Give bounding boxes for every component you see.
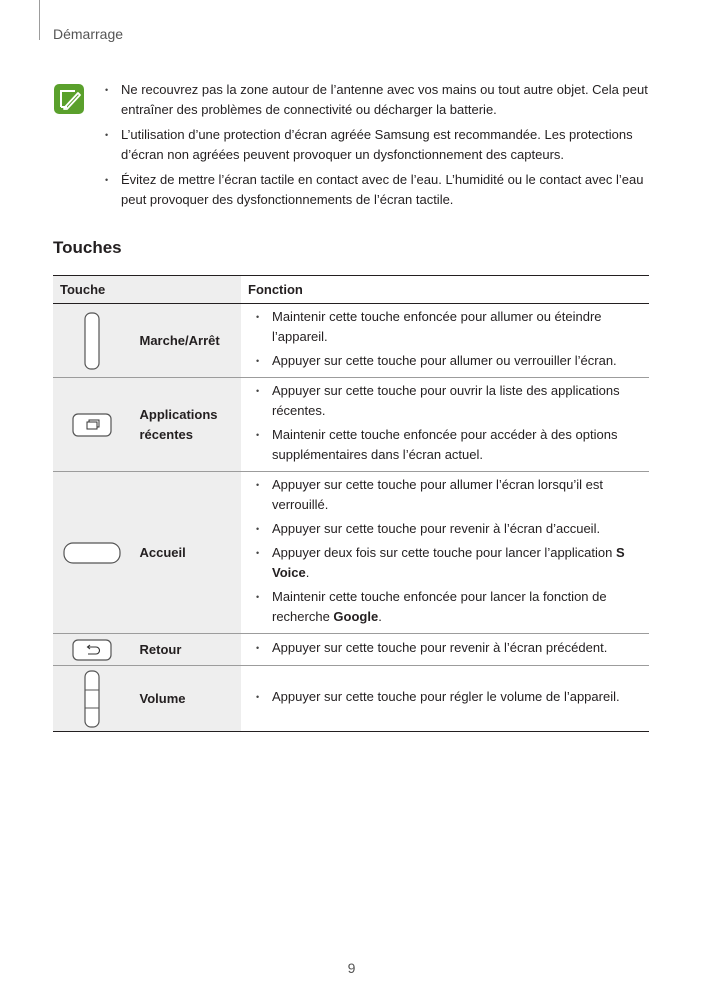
volume-key-icon [82, 670, 102, 728]
list-item: • Maintenir cette touche enfoncée pour lancer la fonction de recherche Google. [254, 587, 639, 627]
note-item: • L’utilisation d’une protection d’écran agréée Samsung est recommandée. Les protections d’écran non agréées peuvent provoquer un dysfonctionnement des capteurs. [103, 125, 659, 165]
key-name: Applications récentes [132, 378, 242, 472]
header-section-label: Démarrage [53, 26, 124, 42]
power-key-icon [82, 312, 102, 370]
note-pencil-icon [53, 83, 85, 115]
list-item: • Appuyer sur cette touche pour revenir à l’écran d’accueil. [254, 519, 639, 539]
note-list [103, 80, 659, 215]
header-function: Fonction [241, 276, 649, 304]
function-list [254, 475, 639, 627]
back-key-icon [72, 639, 112, 661]
home-key-icon [63, 542, 121, 564]
table-row [53, 472, 649, 634]
table-row [53, 666, 649, 732]
list-item: • Appuyer sur cette touche pour ouvrir la liste des applications récentes. [254, 381, 639, 421]
key-name: Volume [132, 666, 242, 732]
list-item: • Maintenir cette touche enfoncée pour allumer ou éteindre l’appareil. [254, 307, 639, 347]
app-name-google: Google [333, 609, 379, 624]
function-list [254, 307, 639, 371]
section-title: Touches [53, 238, 122, 257]
header-key: Touche [53, 276, 241, 304]
list-item: • Appuyer sur cette touche pour allumer ou verrouiller l’écran. [254, 351, 639, 371]
key-name: Retour [132, 634, 242, 666]
table-header-row [53, 276, 649, 304]
list-item: • Appuyer sur cette touche pour revenir à l’écran précédent. [254, 638, 639, 658]
table-row [53, 634, 649, 666]
function-list [254, 638, 639, 658]
list-item: • Appuyer sur cette touche pour allumer l’écran lorsqu’il est verrouillé. [254, 475, 639, 515]
keys-table [53, 275, 649, 732]
recent-apps-key-icon [72, 413, 112, 437]
table-row [53, 304, 649, 378]
app-name-s-voice: S Voice [272, 545, 625, 580]
note-item: • Ne recouvrez pas la zone autour de l’antenne avec vos mains ou tout autre objet. Cela peut entraîner des problèmes de connectivité ou décharger la batterie. [103, 80, 659, 120]
page-number: 9 [347, 960, 356, 976]
list-item: • Maintenir cette touche enfoncée pour accéder à des options supplémentaires dans l’écran actuel. [254, 425, 639, 465]
function-list [254, 687, 639, 707]
list-item: • Appuyer deux fois sur cette touche pour lancer l’application S Voice. [254, 543, 639, 583]
table-row [53, 378, 649, 472]
header-rule [39, 0, 40, 40]
note-item: • Évitez de mettre l’écran tactile en contact avec de l’eau. L’humidité ou le contact avec l’eau peut provoquer des dysfonctionnements de l’écran tactile. [103, 170, 659, 210]
list-item: • Appuyer sur cette touche pour régler le volume de l’appareil. [254, 687, 639, 707]
function-list [254, 381, 639, 465]
key-name: Marche/Arrêt [132, 304, 242, 378]
key-name: Accueil [132, 472, 242, 634]
